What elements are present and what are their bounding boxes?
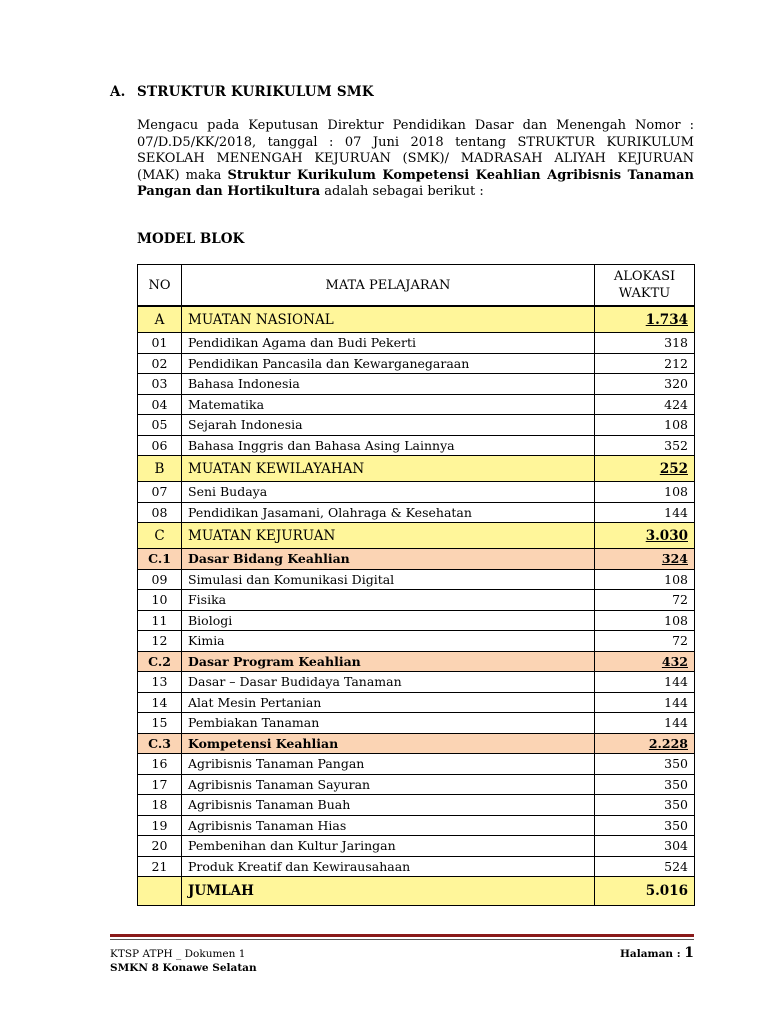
row-allocation: 3.030 bbox=[595, 523, 695, 549]
row-subject: Pembiakan Tanaman bbox=[182, 713, 595, 734]
row-number: C.2 bbox=[138, 651, 182, 672]
row-number: 15 bbox=[138, 713, 182, 734]
row-allocation: 252 bbox=[595, 456, 695, 482]
row-allocation: 350 bbox=[595, 795, 695, 816]
footer-page bbox=[620, 945, 694, 961]
table-row bbox=[138, 333, 695, 354]
row-subject: Bahasa Inggris dan Bahasa Asing Lainnya bbox=[182, 435, 595, 456]
row-allocation: 432 bbox=[595, 651, 695, 672]
row-number: 11 bbox=[138, 610, 182, 631]
row-number: 06 bbox=[138, 435, 182, 456]
row-subject: Dasar Bidang Keahlian bbox=[182, 549, 595, 570]
row-number: 19 bbox=[138, 815, 182, 836]
table-row bbox=[138, 754, 695, 775]
section-row bbox=[138, 306, 695, 333]
row-allocation: 350 bbox=[595, 815, 695, 836]
section-row bbox=[138, 456, 695, 482]
intro-text-1: Mengacu pada Keputusan Direktur Pendidikan Dasar dan Menengah Nomor : 07/D.D5/KK/2018, tanggal : 07 Juni 2018 tentang STRUKTUR KURIKULUM SEKOLAH MENENGAH KEJURUAN (SMK)/ MADRASAH ALIYAH KEJURUAN (MAK) maka bbox=[137, 118, 694, 183]
header-alokasi-waktu bbox=[595, 265, 695, 307]
footer-rule-thick bbox=[110, 934, 694, 937]
table-row bbox=[138, 374, 695, 395]
total-row bbox=[138, 877, 695, 906]
row-subject: Pendidikan Pancasila dan Kewarganegaraan bbox=[182, 353, 595, 374]
footer-doc-title: KTSP ATPH _ Dokumen 1 bbox=[110, 948, 246, 960]
intro-text-bold: Struktur Kurikulum Kompetensi Keahlian Agribisnis Tanaman Pangan dan Hortikultura bbox=[137, 167, 694, 199]
row-subject: Fisika bbox=[182, 590, 595, 611]
row-number: 04 bbox=[138, 394, 182, 415]
row-allocation: 144 bbox=[595, 672, 695, 693]
row-number: 03 bbox=[138, 374, 182, 395]
table-row bbox=[138, 713, 695, 734]
row-subject: Matematika bbox=[182, 394, 595, 415]
model-blok-heading: MODEL BLOK bbox=[137, 231, 245, 247]
row-subject: Pendidikan Agama dan Budi Pekerti bbox=[182, 333, 595, 354]
row-allocation: 108 bbox=[595, 415, 695, 436]
header-alokasi-line2: WAKTU bbox=[618, 286, 671, 301]
row-allocation: 318 bbox=[595, 333, 695, 354]
row-allocation: 320 bbox=[595, 374, 695, 395]
row-number: 17 bbox=[138, 774, 182, 795]
row-subject: Produk Kreatif dan Kewirausahaan bbox=[182, 856, 595, 877]
row-number: 10 bbox=[138, 590, 182, 611]
table-row bbox=[138, 692, 695, 713]
subsection-row bbox=[138, 651, 695, 672]
footer-school-name: SMKN 8 Konawe Selatan bbox=[110, 962, 257, 974]
table-row bbox=[138, 435, 695, 456]
row-allocation: 1.734 bbox=[595, 306, 695, 333]
row-subject: Seni Budaya bbox=[182, 482, 595, 503]
table-row bbox=[138, 394, 695, 415]
section-heading bbox=[110, 84, 374, 100]
subsection-row bbox=[138, 549, 695, 570]
row-number: 12 bbox=[138, 631, 182, 652]
table-body bbox=[138, 306, 695, 906]
table-row bbox=[138, 569, 695, 590]
row-allocation: 5.016 bbox=[595, 877, 695, 906]
row-number: C bbox=[138, 523, 182, 549]
table-row bbox=[138, 353, 695, 374]
subsection-row bbox=[138, 733, 695, 754]
header-mata-pelajaran: MATA PELAJARAN bbox=[182, 265, 595, 307]
row-subject: Sejarah Indonesia bbox=[182, 415, 595, 436]
row-subject: Simulasi dan Komunikasi Digital bbox=[182, 569, 595, 590]
row-subject: Agribisnis Tanaman Sayuran bbox=[182, 774, 595, 795]
row-number: 16 bbox=[138, 754, 182, 775]
row-allocation: 72 bbox=[595, 631, 695, 652]
row-allocation: 524 bbox=[595, 856, 695, 877]
row-number: 01 bbox=[138, 333, 182, 354]
table-row bbox=[138, 795, 695, 816]
section-title: STRUKTUR KURIKULUM SMK bbox=[137, 84, 374, 100]
row-allocation: 350 bbox=[595, 754, 695, 775]
row-allocation: 212 bbox=[595, 353, 695, 374]
row-allocation: 72 bbox=[595, 590, 695, 611]
row-allocation: 108 bbox=[595, 610, 695, 631]
row-allocation: 108 bbox=[595, 482, 695, 503]
row-allocation: 144 bbox=[595, 502, 695, 523]
row-number: 13 bbox=[138, 672, 182, 693]
row-subject: Pendidikan Jasamani, Olahraga & Kesehatan bbox=[182, 502, 595, 523]
footer-rule-thin bbox=[110, 939, 694, 940]
row-subject: Agribisnis Tanaman Pangan bbox=[182, 754, 595, 775]
section-row bbox=[138, 523, 695, 549]
row-subject: Dasar Program Keahlian bbox=[182, 651, 595, 672]
row-subject: MUATAN KEWILAYAHAN bbox=[182, 456, 595, 482]
table-header-row bbox=[138, 265, 695, 307]
row-number: C.1 bbox=[138, 549, 182, 570]
row-allocation: 424 bbox=[595, 394, 695, 415]
row-number: B bbox=[138, 456, 182, 482]
row-number: 20 bbox=[138, 836, 182, 857]
footer-left bbox=[110, 947, 257, 975]
table-row bbox=[138, 590, 695, 611]
row-number: 14 bbox=[138, 692, 182, 713]
table-row bbox=[138, 836, 695, 857]
row-number: 05 bbox=[138, 415, 182, 436]
row-subject: Alat Mesin Pertanian bbox=[182, 692, 595, 713]
row-number: A bbox=[138, 306, 182, 333]
table-row bbox=[138, 502, 695, 523]
table-row bbox=[138, 672, 695, 693]
row-number: 07 bbox=[138, 482, 182, 503]
intro-text-2: adalah sebagai berikut : bbox=[320, 184, 484, 199]
row-allocation: 2.228 bbox=[595, 733, 695, 754]
section-number: A. bbox=[110, 84, 126, 100]
row-subject: JUMLAH bbox=[182, 877, 595, 906]
row-subject: Agribisnis Tanaman Hias bbox=[182, 815, 595, 836]
page-number: 1 bbox=[684, 945, 694, 961]
table-row bbox=[138, 610, 695, 631]
curriculum-table bbox=[137, 264, 695, 906]
row-subject: MUATAN KEJURUAN bbox=[182, 523, 595, 549]
row-subject: Kompetensi Keahlian bbox=[182, 733, 595, 754]
row-allocation: 350 bbox=[595, 774, 695, 795]
table-row bbox=[138, 415, 695, 436]
row-subject: Kimia bbox=[182, 631, 595, 652]
row-number: 18 bbox=[138, 795, 182, 816]
table-row bbox=[138, 856, 695, 877]
header-alokasi-line1: ALOKASI bbox=[613, 269, 676, 284]
row-number: 08 bbox=[138, 502, 182, 523]
table-row bbox=[138, 482, 695, 503]
row-number bbox=[138, 877, 182, 906]
header-no: NO bbox=[138, 265, 182, 307]
intro-paragraph bbox=[137, 118, 694, 201]
table-row bbox=[138, 631, 695, 652]
row-number: 21 bbox=[138, 856, 182, 877]
row-number: C.3 bbox=[138, 733, 182, 754]
row-subject: Pembenihan dan Kultur Jaringan bbox=[182, 836, 595, 857]
row-allocation: 304 bbox=[595, 836, 695, 857]
row-allocation: 324 bbox=[595, 549, 695, 570]
row-number: 02 bbox=[138, 353, 182, 374]
row-subject: Biologi bbox=[182, 610, 595, 631]
row-allocation: 144 bbox=[595, 713, 695, 734]
row-subject: Bahasa Indonesia bbox=[182, 374, 595, 395]
table-row bbox=[138, 815, 695, 836]
row-subject: Agribisnis Tanaman Buah bbox=[182, 795, 595, 816]
row-allocation: 144 bbox=[595, 692, 695, 713]
row-allocation: 108 bbox=[595, 569, 695, 590]
row-subject: MUATAN NASIONAL bbox=[182, 306, 595, 333]
page-label: Halaman : bbox=[619, 948, 685, 960]
row-subject: Dasar – Dasar Budidaya Tanaman bbox=[182, 672, 595, 693]
table-row bbox=[138, 774, 695, 795]
row-allocation: 352 bbox=[595, 435, 695, 456]
row-number: 09 bbox=[138, 569, 182, 590]
